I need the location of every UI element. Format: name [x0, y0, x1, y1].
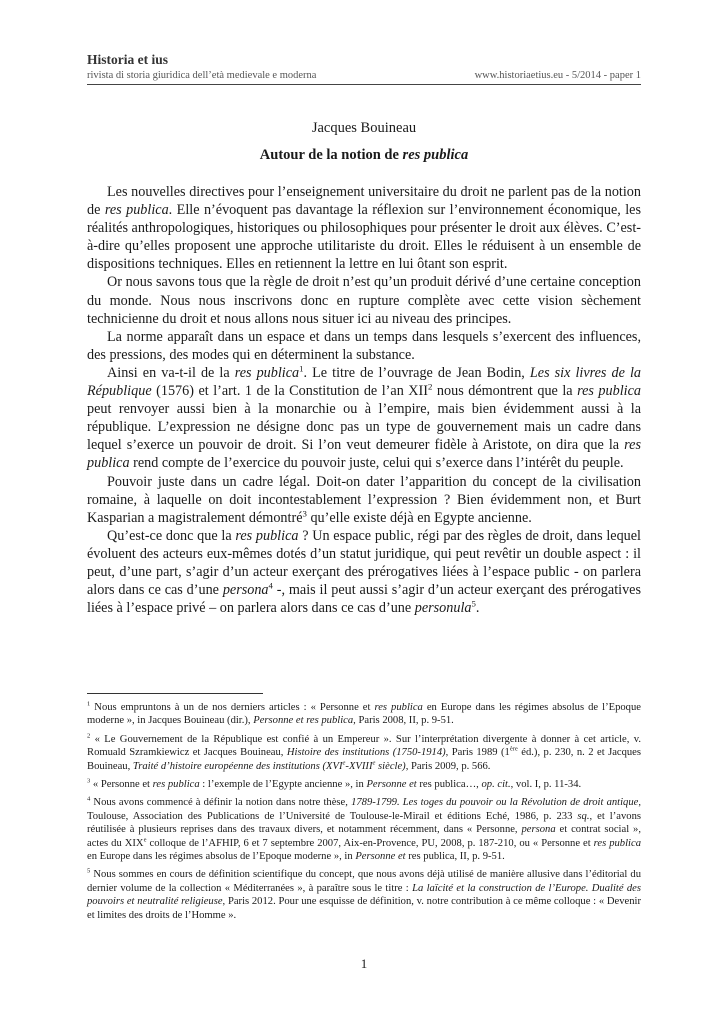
- text-run: en Europe dans les régimes absolus de l’Epoque moderne », in: [87, 851, 356, 863]
- text-run: res publica…,: [416, 779, 482, 791]
- footnote-divider: [87, 693, 263, 694]
- italic-text: Les six livres de la République: [87, 364, 641, 400]
- text-run: : l’exemple de l’Egypte ancienne », in: [199, 779, 367, 791]
- text-run: « Personne et: [90, 779, 153, 791]
- footnote: [87, 796, 641, 863]
- text-run: Qu’est-ce donc que la: [107, 527, 236, 544]
- text-run: . Elle n’évoquent pas davantage la réflexion sur l’environnement économique, les réalités anthropologiques, historiques ou philosophiques pour présenter le droit aux élèves. C’est-à-dire qu’elles proposent une approche utilitariste du droit. Elles le réduisent à un ensemble de dispositions techniques. Elles en retiennent la lettre en lui ôtant son esprit.: [87, 202, 641, 273]
- footnote: [87, 733, 641, 773]
- text-run: .: [475, 600, 480, 617]
- text-run: rend compte de l’exercice du pouvoir juste, celui qui s’exerce dans l’intérêt du peuple.: [129, 455, 624, 472]
- footnote: [87, 868, 641, 922]
- body-paragraph: [87, 183, 641, 273]
- article-body: [87, 183, 641, 617]
- note-reference: 1: [87, 700, 91, 708]
- text-run: colloque de l’AFHIP, 6 et 7 septembre 2007, Aix-en-Provence, PU, 2008, p. 187-210, ou « Personne et: [146, 837, 594, 849]
- page-number: 1: [360, 956, 368, 971]
- italic-text: res publica: [234, 364, 300, 381]
- note-reference: 5: [471, 598, 476, 609]
- note-reference: 3: [302, 507, 307, 518]
- note-reference: 3: [87, 777, 91, 785]
- text-run: nous démontrent que la: [432, 383, 578, 400]
- italic-text: sq.: [577, 810, 590, 822]
- text-run: res publica, II, p. 9-51.: [405, 851, 505, 863]
- footnote: [87, 701, 641, 728]
- text-run: « Le Gouvernement de la République est confié à un Empereur ». Sur l’interprétation divergente à donner à cet article, v. Romuald Szramkiewicz et Jacques Bouineau,: [87, 733, 641, 759]
- italic-text: Personne et res publica,: [253, 715, 356, 727]
- italic-text: Personne et: [355, 851, 406, 863]
- journal-title: Historia et ius: [87, 52, 168, 67]
- text-run: Nous empruntons à un de nos derniers articles : « Personne et: [90, 702, 375, 713]
- text-run: Ainsi en va-t-il de la: [107, 364, 235, 381]
- note-reference: 4: [87, 795, 91, 803]
- italic-text: res publica: [87, 437, 641, 472]
- note-reference: e: [342, 759, 346, 767]
- text-run: Paris 2008, II, p. 9-51.: [355, 715, 454, 727]
- note-reference: e: [143, 836, 147, 844]
- italic-text: 1789-1799. Les toges du pouvoir ou la Révolution de droit antique: [351, 797, 639, 809]
- italic-text: op. cit.: [481, 779, 511, 791]
- text-run: qu’elle existe déjà en Egypte ancienne.: [306, 509, 532, 526]
- note-reference: 1: [299, 363, 304, 374]
- italic-text: persona: [521, 824, 556, 836]
- text-run: en Europe dans les régimes absolus de l’Epoque moderne », in Jacques Bouineau (dir.),: [87, 702, 641, 727]
- text-run: , et l’avons réutilisée à plusieurs reprises dans des travaux divers, et notamment récemment, dans « Personne,: [87, 810, 641, 836]
- text-run: , Paris 2012. Pour une esquisse de définition, v. notre contribution à ce même colloque : « Devenir et limites des droits de l’Homme ».: [87, 896, 641, 921]
- text-run: ? Un espace public, régi par des règles de droit, dans lequel évoluent des acteurs eux-mêmes dotés d’un statut juridique, qui peut revêtir un double aspect : il peut, d’une part, s’agir d’un acteur exerçant des prérogatives liées à l’espace public - on parlera alors dans ce cas d’une: [87, 527, 641, 599]
- text-run: La norme apparaît dans un espace et dans un temps dans lesquels s’exercent des influences, des pressions, des modes qui en déterminent la substance.: [87, 328, 641, 363]
- text-run: Nous avons commencé à définir la notion dans notre thèse,: [90, 797, 352, 809]
- italic-text: res publica: [593, 837, 641, 849]
- italic-text: res publica: [152, 779, 200, 791]
- text-run: peut renvoyer aussi bien à la monarchie ou à l’empire, mais bien évidemment aussi à la république. L’expression ne désigne donc pas un type de gouvernement mais un cadre dans lequel s’exerce un pouvoir de droit. Si l’on veut demeurer fidèle à Aristote, on dira que la: [87, 401, 641, 454]
- italic-text: res publica: [577, 383, 641, 400]
- text-run: (1576) et l’art. 1 de la Constitution de l’an XII: [151, 383, 428, 400]
- italic-text: Traité d’histoire européenne des institutions (XVI: [132, 760, 343, 772]
- italic-text: res publica: [235, 527, 299, 544]
- body-paragraph: [87, 364, 641, 473]
- italic-text: -XVIII: [345, 760, 373, 772]
- body-paragraph: [87, 328, 641, 364]
- italic-text: La laïcité et la construction de l’Europe. Dualité des pouvoirs et neutralité religieuse: [87, 882, 641, 908]
- text-run: Pouvoir juste dans un cadre légal. Doit-on dater l’apparition du concept de la civilisation romaine, à laquelle on doit incontestablement l’expression ? Bien évidemment non, et Burt Kasparian a magistralement démontré: [87, 473, 641, 526]
- italic-text: Histoire des institutions (1750-1914): [286, 747, 446, 759]
- article-title-prefix: Autour de la notion de: [259, 147, 403, 163]
- body-paragraph: [87, 273, 641, 327]
- text-run: , Paris 2009, p. 566.: [405, 760, 491, 772]
- italic-text: siècle): [375, 760, 406, 772]
- text-run: Nous sommes en cours de définition scientifique du concept, que nous avons déjà utilisé de manière allusive dans l’éditorial du dernier volume de la collection « Méditerranées », à paraître sous le titre :: [87, 869, 641, 894]
- journal-reference: www.historiaetius.eu - 5/2014 - paper 1: [474, 70, 641, 81]
- body-paragraph: [87, 527, 641, 617]
- text-run: -, mais il peut aussi s’agir d’un acteur exerçant des prérogatives liées à l’espace privé – on parlera alors dans ce cas d’une: [87, 582, 641, 617]
- text-run: , vol. I, p. 11-34.: [510, 779, 582, 791]
- document-page: [87, 0, 641, 1024]
- text-run: , Paris 1989 (1: [445, 747, 510, 759]
- text-run: . Le titre de l’ouvrage de Jean Bodin,: [303, 364, 530, 381]
- text-run: éd.), p. 230, n. 2 et Jacques Bouineau,: [87, 747, 642, 772]
- journal-subtitle: rivista di storia giuridica dell’età medievale e moderna: [87, 70, 317, 81]
- italic-text: res publica: [374, 702, 423, 713]
- italic-text: res publica: [104, 202, 169, 219]
- footnotes: [87, 701, 641, 927]
- note-reference: 2: [428, 381, 433, 392]
- note-reference: ère: [509, 745, 518, 753]
- italic-text: Personne et: [366, 779, 417, 791]
- note-reference: 2: [87, 732, 91, 740]
- text-run: et contrat social », actes du XIX: [87, 824, 641, 849]
- text-run: Les nouvelles directives pour l’enseignement universitaire du droit ne parlent pas de la notion de: [87, 184, 641, 219]
- article-title: [87, 147, 641, 164]
- article-author: Jacques Bouineau: [311, 120, 417, 136]
- note-reference: 5: [87, 867, 91, 875]
- italic-text: personula: [414, 600, 472, 617]
- italic-text: persona: [222, 582, 269, 599]
- note-reference: e: [372, 759, 376, 767]
- text-run: , Toulouse, Association des Publications de l’Université de Toulouse-le-Mirail et éditions Eché, 1986, p. 233: [87, 797, 642, 822]
- note-reference: 4: [268, 580, 273, 591]
- footnote: [87, 778, 641, 791]
- text-run: Or nous savons tous que la règle de droit n’est qu’un produit dérivé d’une certaine conception du monde. Nous nous inscrivons donc en rupture complète avec cette vision sèchement technicienne du droit et nous allons nous situer ici au niveau des principes.: [87, 274, 641, 327]
- header-divider: [87, 84, 641, 85]
- body-paragraph: [87, 473, 641, 527]
- article-title-italic: res publica: [402, 147, 469, 163]
